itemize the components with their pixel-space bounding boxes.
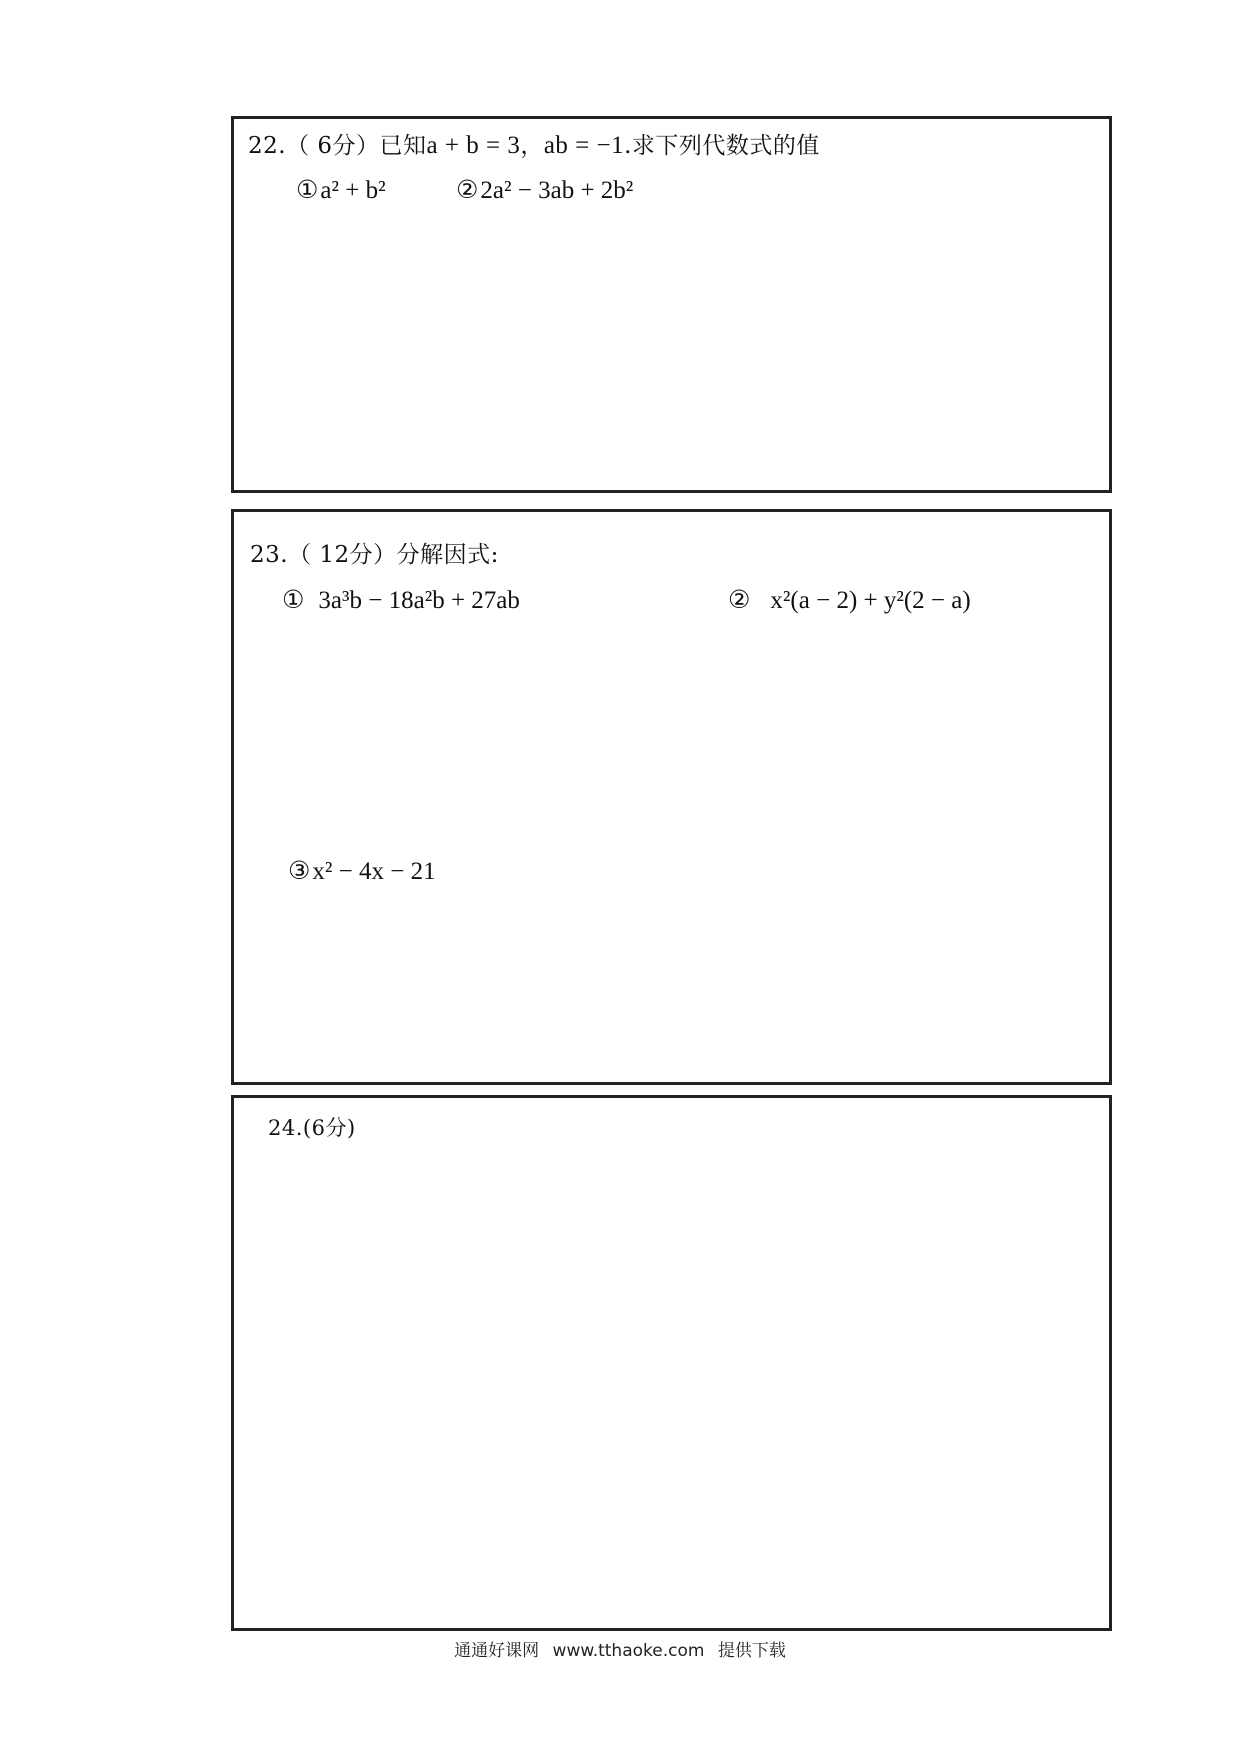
question-22-part-1-expression: a² + b² — [320, 177, 386, 204]
question-23-part-1-expression: 3a³b − 18a²b + 27ab — [318, 587, 520, 614]
question-22-condition-1: a + b = 3 — [426, 132, 521, 159]
question-22-title-separator: ， — [520, 133, 544, 159]
question-23-title: 23.（ 12分）分解因式: — [250, 542, 499, 568]
question-23-part-2-expression: x²(a − 2) + y²(2 − a) — [770, 587, 971, 614]
question-23-part-3 — [288, 856, 436, 886]
question-22-part-1-marker: ① — [296, 175, 319, 204]
footer-site-name: 通通好课网 — [454, 1641, 540, 1661]
question-24-title: 24.(6分) — [268, 1116, 356, 1140]
question-22-condition-2: ab = −1 — [543, 132, 625, 159]
question-22-part-2-marker: ② — [456, 175, 479, 204]
question-22-box — [231, 116, 1112, 493]
page-footer — [0, 1636, 1240, 1661]
question-23-part-2 — [728, 585, 971, 615]
question-23-part-3-marker: ③ — [288, 856, 311, 885]
question-24-box — [231, 1095, 1112, 1631]
question-22-part-1 — [296, 175, 386, 205]
footer-note: 提供下载 — [717, 1641, 786, 1661]
question-23-part-1 — [282, 585, 520, 615]
question-23-box — [231, 509, 1112, 1085]
question-23-part-2-marker: ② — [728, 585, 751, 614]
question-22-part-2 — [456, 175, 633, 205]
question-22-title-prefix: 22.（ 6分）已知 — [248, 133, 427, 159]
question-23-part-3-expression: x² − 4x − 21 — [312, 858, 436, 885]
question-22-title — [248, 127, 820, 160]
question-23-part-1-marker: ① — [282, 585, 305, 614]
question-22-title-suffix: .求下列代数式的值 — [624, 133, 820, 159]
question-22-part-2-expression: 2a² − 3ab + 2b² — [480, 177, 634, 204]
footer-url: www.tthaoke.com — [552, 1641, 705, 1661]
